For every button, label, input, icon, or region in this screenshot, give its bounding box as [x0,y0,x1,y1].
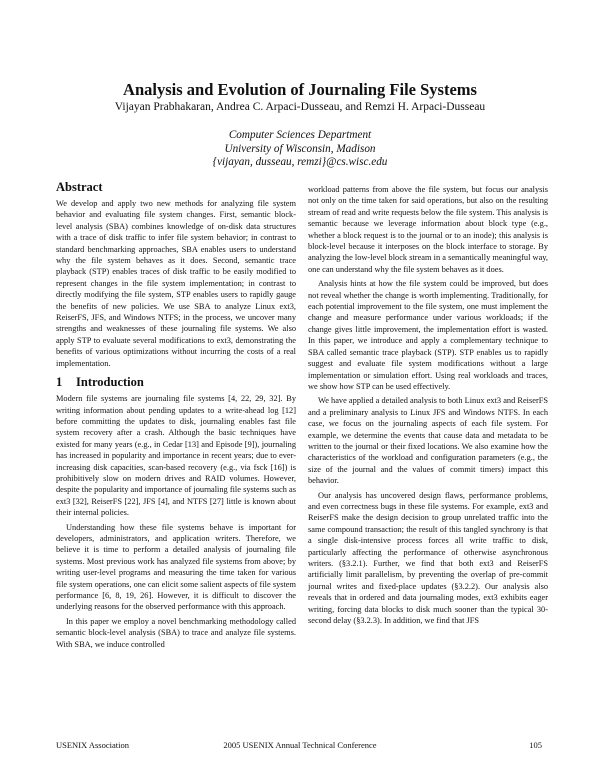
department: Computer Sciences Department [228,129,372,141]
intro-paragraph-2: Understanding how these file systems behave is important for developers, administrators, and application writers. Therefore, we believe it is time to perform a detailed analysis of journaling file systems. Most previous work has analyzed file systems from above; by writing user-level programs and measuring the time taken for various file system operations, one can elicit some salient aspects of file system performance [6, 8, 19, 26]. However, it is difficult to discover the underlying reasons for the observed performance with this approach. [56,522,296,612]
footer-organization: USENIX Association [56,740,129,750]
email: {vijayan, dusseau, remzi}@cs.wisc.edu [212,156,388,168]
university: University of Wisconsin, Madison [224,142,376,155]
right-paragraph-3: We have applied a detailed analysis to both Linux ext3 and ReiserFS and a preliminary analysis to Linux JFS and Windows NTFS. In each case, we focus on the journaling aspects of each file system. For example, we determine the events that cause data and metadata to be written to the journal or their fixed locations. We also examine how the characteristics of the workload and configuration parameters (e.g., the size of the journal and the values of commit timers) impact this behavior. [308,396,548,486]
section-number: 1 [56,375,63,390]
intro-heading [56,375,296,390]
section-title: Introduction [76,375,144,390]
intro-paragraph-3: In this paper we employ a novel benchmarking methodology called semantic block-level analysis (SBA) to trace and analyze file systems. With SBA, we induce controlled [56,616,296,649]
paper-title: Analysis and Evolution of Journaling File Systems [123,80,477,99]
right-paragraph-4: Our analysis has uncovered design flaws, performance problems, and even correctness bugs in these file systems. For example, ext3 and ReiserFS make the design decision to group unrelated traffic into the same compound transaction; the result of this tangled synchrony is that a single disk-intensive process forces all write traffic to disk, particularly affecting the performance of otherwise asynchronous writers. (§3.2.1). Further, we find that both ext3 and ReiserFS artificially limit parallelism, by preventing the overlap of pre-commit journal writes and fixed-place updates (§3.2.2). Our analysis also reveals that in ordered and data journaling modes, ext3 exhibits eager writing, forcing data blocks to disk much sooner than the typical 30-second delay (§3.2.3). In addition, we find that JFS [308,490,548,626]
left-column [56,180,296,650]
right-paragraph-1: workload patterns from above the file system, but focus our analysis not only on the time taken for said operations, but also on the resulting stream of read and write requests below the file system. This analysis is semantic because we leverage information about block type (e.g., whether a block request is to the journal or to an inode); this analysis is block-level because it interposes on the block interface to storage. By analyzing the low-level block stream in a semantically meaningful way, one can understand why the file system behaves as it does. [308,185,548,274]
abstract-heading: Abstract [56,180,103,194]
affiliation [0,129,600,170]
page-number: 105 [529,740,542,750]
paper-authors: Vijayan Prabhakaran, Andrea C. Arpaci-Dusseau, and Remzi H. Arpaci-Dusseau [114,101,486,113]
intro-paragraph-1: Modern file systems are journaling file systems [4, 22, 29, 32]. By writing information about pending updates to a write-ahead log [12] before committing the updates to disk, journaling enables fast file system recovery after a crash. Although the basic techniques have existed for many years (e.g., in Cedar [13] and Episode [9]), journaling has increased in popularity and importance in recent years; due to ever-increasing disk capacities, scan-based recovery (e.g., via fsck [16]) is prohibitively slow on modern drives and RAID volumes. However, despite the popularity and importance of journaling file systems such as ext3 [32], ReiserFS [22], JFS [4], and NTFS [27] little is known about their internal policies. [56,394,296,518]
footer-conference: 2005 USENIX Annual Technical Conference [223,740,377,750]
right-paragraph-2: Analysis hints at how the file system could be improved, but does not reveal whether the change is worth implementing. Traditionally, for each potential improvement to the file system, one must implement the change and measure performance under various workloads; if the change gives little improvement, the implementation effort is wasted. In this paper, we introduce and apply a complementary technique to SBA called semantic trace playback (STP). STP enables us to rapidly suggest and evaluate file system modifications without a large implementation or simulation effort. Using real workloads and traces, we show how STP can be used effectively. [308,279,548,391]
abstract-text: We develop and apply two new methods for analyzing file system behavior and evaluating file system changes. First, semantic block-level analysis (SBA) combines knowledge of on-disk data structures with a trace of disk traffic to infer file system behavior; in contrast to standard benchmarking approaches, SBA enables users to understand why the file system behaves as it does. Second, semantic trace playback (STP) enables traces of disk traffic to be easily modified to represent changes in the file system implementation; in contrast to directly modifying the file system, STP enables users to rapidly gauge the benefits of new policies. We use SBA to analyze Linux ext3, ReiserFS, JFS, and Windows NTFS; in the process, we uncover many strengths and weaknesses of these journaling file systems. We also apply STP to evaluate several modifications to ext3, demonstrating the benefits of various optimizations without incurring the costs of a real implementation. [56,199,296,368]
right-column [308,184,548,626]
